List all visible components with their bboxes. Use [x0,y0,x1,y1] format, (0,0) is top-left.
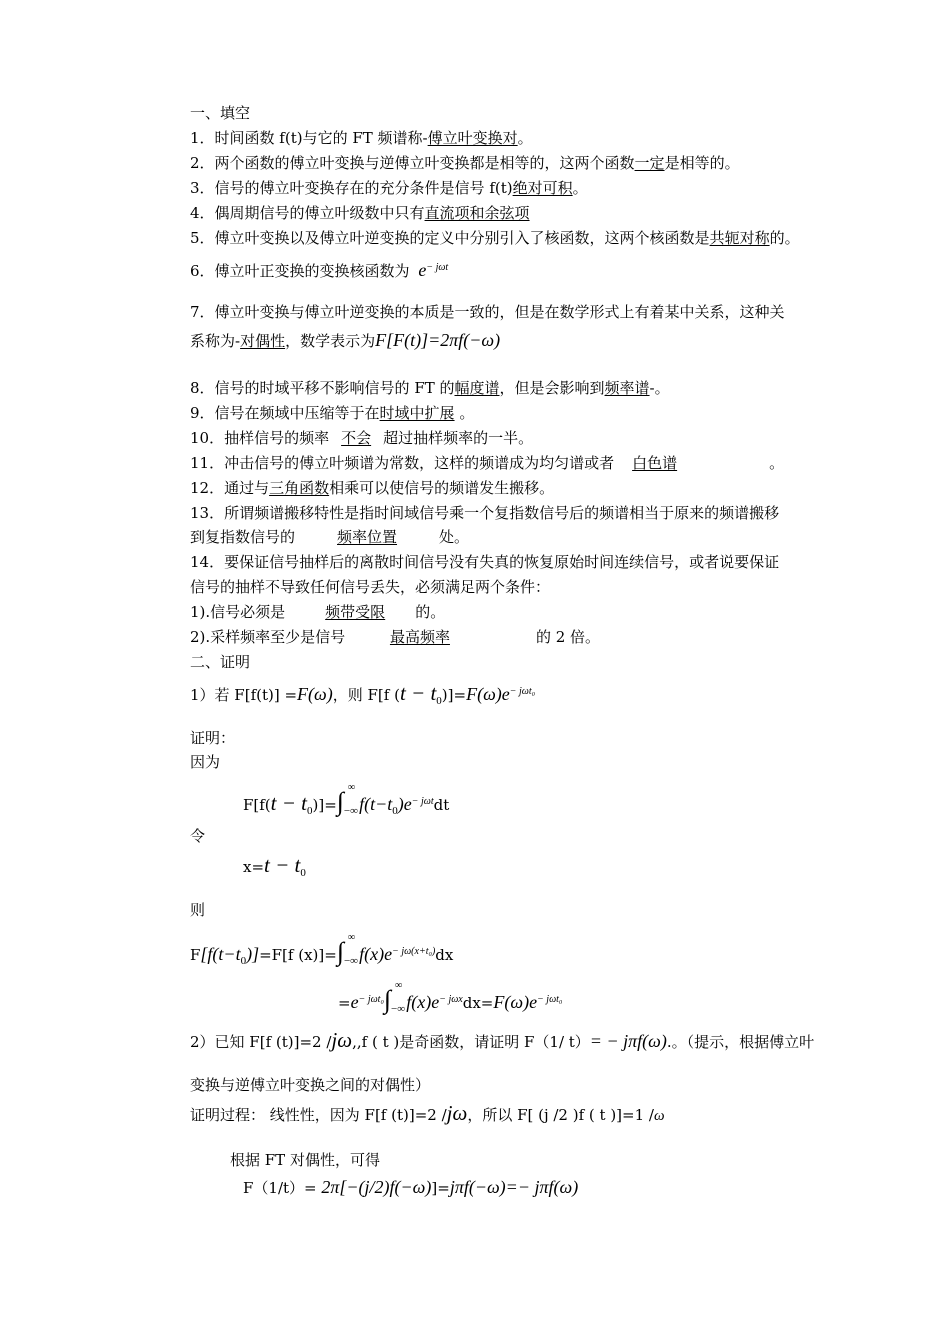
proof-1-eq2: $F[f(t-t_0)]=F[f$ $(x)]=\int_{-\infty}^\infty f(x)e^{- j\omega(x+t_0)}dx$ [190,932,454,967]
section-title-proof: 二、证明 [190,653,251,671]
integral-sign-icon: ∫ [383,985,392,1014]
question-14-condition-1: 1).信号必须是 频带受限 的。 [190,603,446,621]
q1-text: 1．时间函数 f(t)与它的 FT 频谱称- [190,129,428,147]
q1-answer: 傅立叶变换对 [427,129,518,147]
q4-answer: 直流项和余弦项 [424,204,530,222]
question-12: 12．通过与三角函数相乘可以使信号的频谱发生搬移。 [190,479,555,497]
question-7-line1: 7．傅立叶变换与傅立叶逆变换的本质是一致的，但是在数学形式上有着某中关系，这种关 [190,303,785,321]
question-7-line2: 系称为-对偶性，数学表示为F[F(t)]=2πf(−ω) [190,330,501,350]
q9-answer: 时域中扩展 [379,404,455,422]
proof-2-statement: 2）已知 F[f (t)]=2 /jω,,f ( t )是奇函数，请证明 F（1/ t）= − jπf(ω).。（提示，根据傅立叶 [190,1028,815,1052]
q7-formula: F[F(t)]=2πf(−ω) [375,330,501,350]
q10-answer: 不会 [341,429,372,447]
question-13-line1: 13．所谓频谱搬移特性是指时间域信号乘一个复指数信号后的频谱相当于原来的频谱搬移 [190,504,780,522]
q12-answer: 三角函数 [269,479,330,497]
question-5: 5．傅立叶变换以及傅立叶逆变换的定义中分别引入了核函数，这两个核函数是共轭对称的。 [190,229,800,247]
q2-answer: 一定 [634,154,665,172]
proof-1-eq1: $F[f(t - t_0)]=\int_{-\infty}^\infty f(t-t_0)e^{- j\omega t}dt$ [243,782,450,817]
q3-answer: 绝对可积 [512,179,573,197]
integral-sign-icon: ∫ [336,787,344,816]
question-11: 11．冲击信号的傅立叶频谱为常数，这样的频谱成为均匀谱或者 白色谱 。 [190,454,785,472]
integral-sign-icon: ∫ [336,937,344,966]
question-14-line2: 信号的抽样不导致任何信号丢失，必须满足两个条件： [190,578,551,596]
section-title-fill-in: 一、填空 [190,104,251,122]
q14-answer-1: 频带受限 [325,603,386,621]
substitution-eq: $x=t - t_0$ [243,853,306,879]
because-label: 因为 [190,753,221,771]
proof-1-eq3: $=e^{- j\omega t_0}\int_{-\infty}^\infty f(x)e^{- j\omega x}dx=F(\omega)e^{- j\omega t_0}$ [338,980,563,1015]
p1-result: F(ω)e [466,684,510,704]
let-label: 令 [190,827,206,845]
q4-text: 4．偶周期信号的傅立叶级数中只有 [190,204,425,222]
duality-note: 根据 FT 对偶性，可得 [230,1151,380,1169]
q13-answer: 频率位置 [337,528,398,546]
question-9: 9．信号在频域中压缩等于在时域中扩展 。 [190,404,475,422]
proof-process: 证明过程： 线性性，因为 F[f (t)]=2 /jω，所以 F[ (j /2 )f ( t )]=1 /ω [190,1101,665,1125]
q6-kernel-base: e [418,260,427,280]
q6-kernel-exp: − jωt [426,262,449,273]
then-label: 则 [190,901,206,919]
q14-answer-2: 最高频率 [389,628,450,646]
p2-rhs: = − jπf(ω) [589,1031,667,1051]
question-14-condition-2: 2).采样频率至少是信号 最高频率 的 2 倍。 [190,628,601,646]
proof-1-statement: 1）若 F[f(t)] =F(ω)，则 F[f $(t - t_0)]=F(\omega)e^{- j\omega t_0}$ [190,681,536,707]
q5-answer: 共轭对称 [709,229,770,247]
q6-text: 6．傅立叶正变换的变换核函数为 [190,262,410,280]
question-8: 8．信号的时域平移不影响信号的 FT 的幅度谱，但是会影响到频率谱-。 [190,379,670,397]
question-6 [190,258,448,281]
q2-text: 2．两个函数的傅立叶变换与逆傅立叶变换都是相等的，这两个函数 [190,154,635,172]
proof-label: 证明： [190,729,236,747]
question-4 [190,203,530,223]
proof-2-hint: 变换与逆傅立叶变换之间的对偶性） [190,1076,431,1094]
question-2: 2．两个函数的傅立叶变换与逆傅立叶变换都是相等的，这两个函数一定是相等的。 [190,154,740,172]
q8-answer-1: 幅度谱 [454,379,500,397]
q8-answer-2: 频率谱 [604,379,650,397]
q5-text: 5．傅立叶变换以及傅立叶逆变换的定义中分别引入了核函数，这两个核函数是 [190,229,710,247]
p1-transform: F(ω) [297,684,333,704]
p2-jw: jω [331,1028,353,1052]
final-result: F（1/t）= 2π[−(j/2)f(−ω)]=jπf(−ω)=− jπf(ω) [243,1177,579,1197]
q3-text: 3．信号的傅立叶变换存在的充分条件是信号 f(t) [190,179,513,197]
question-14-line1: 14．要保证信号抽样后的离散时间信号没有失真的恢复原始时间连续信号，或者说要保证 [190,553,780,571]
question-3: 3．信号的傅立叶变换存在的充分条件是信号 f(t)绝对可积。 [190,179,588,197]
question-13-line2: 到复指数信号的 频率位置 处。 [190,528,470,546]
question-1: 1．时间函数 f(t)与它的 FT 频谱称-傅立叶变换对。 [190,129,533,147]
question-10: 10．抽样信号的频率 不会 超过抽样频率的一半。 [190,429,534,447]
p1-shift: t − t [399,681,437,705]
q11-answer: 白色谱 [632,454,678,472]
q7-answer: 对偶性 [240,332,286,350]
